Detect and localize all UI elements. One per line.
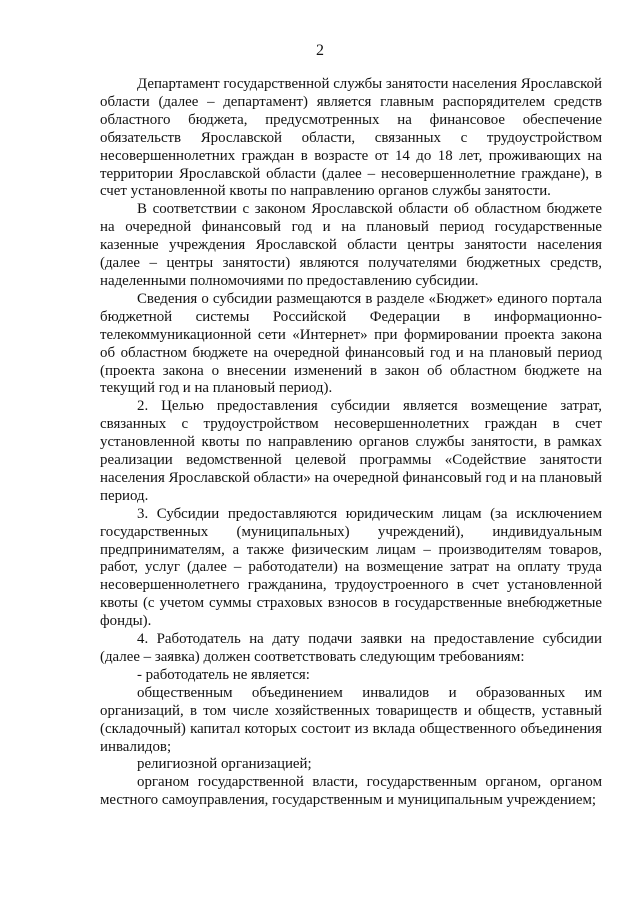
list-item-not-is: - работодатель не является: [137, 666, 310, 683]
page-number: 2 [316, 42, 324, 59]
list-item-religious-org: религиозной организацией; [137, 756, 312, 773]
list-item-state-bodies: органом государственной власти, государственным органом, органом местного самоуправления, государственным и муниципальным учреждением; [100, 774, 602, 809]
paragraph-purpose: 2. Целью предоставления субсидии является возмещение затрат, связанных с трудоустройством несовершеннолетних граждан в счет установленной квоты по направлению органов службы занятости, в рамках реализации ведомственной целевой программы «Содействие занятости населения Ярославской области» на очередной финансовый год и на плановый период. [100, 398, 602, 504]
document-body [100, 76, 602, 810]
paragraph-employment-centers: В соответствии с законом Ярославской области об областном бюджете на очередной финансовый год и на плановый период государственные казенные учреждения Ярославской области центры занятости населения (далее – центры занятости) являются получателями бюджетных средств, наделенными полномочиями по предоставлению субсидии. [100, 201, 602, 289]
paragraph-requirements: 4. Работодатель на дату подачи заявки на предоставление субсидии (далее – заявка) должен соответствовать следующим требованиям: [100, 631, 602, 665]
paragraph-department: Департамент государственной службы занятости населения Ярославской области (далее – департамент) является главным распорядителем средств областного бюджета, предусмотренных на финансовое обеспечение обязательств Ярославской области, связанных с трудоустройством несовершеннолетних граждан в возрасте от 14 до 18 лет, проживающих на территории Ярославской области (далее – несовершеннолетние граждане), в счет установленной квоты по направлению органов службы занятости. [100, 76, 602, 200]
list-item-disabled-associations: общественным объединением инвалидов и образованных им организаций, в том числе хозяйственных товариществ и обществ, уставный (складочный) капитал которых состоит из вклада общественного объединения инвалидов; [100, 684, 602, 755]
paragraph-subsidy-info: Сведения о субсидии размещаются в разделе «Бюджет» единого портала бюджетной системы Российской Федерации в информационно-телекоммуникационной сети «Интернет» при формировании проекта закона об областном бюджете на очередной финансовый год и на плановый период (проекта закона о внесении изменений в закон об областном бюджете на текущий год и на плановый период). [100, 290, 602, 397]
paragraph-recipients: 3. Субсидии предоставляются юридическим лицам (за исключением государственных (муниципальных) учреждений), индивидуальным предпринимателям, а также физическим лицам – производителям товаров, работ, услуг (далее – работодатели) на возмещение затрат на оплату труда несовершеннолетнего гражданина, трудоустроенного в счет установленной квоты (с учетом суммы страховых взносов в государственные внебюджетные фонды). [100, 505, 602, 630]
